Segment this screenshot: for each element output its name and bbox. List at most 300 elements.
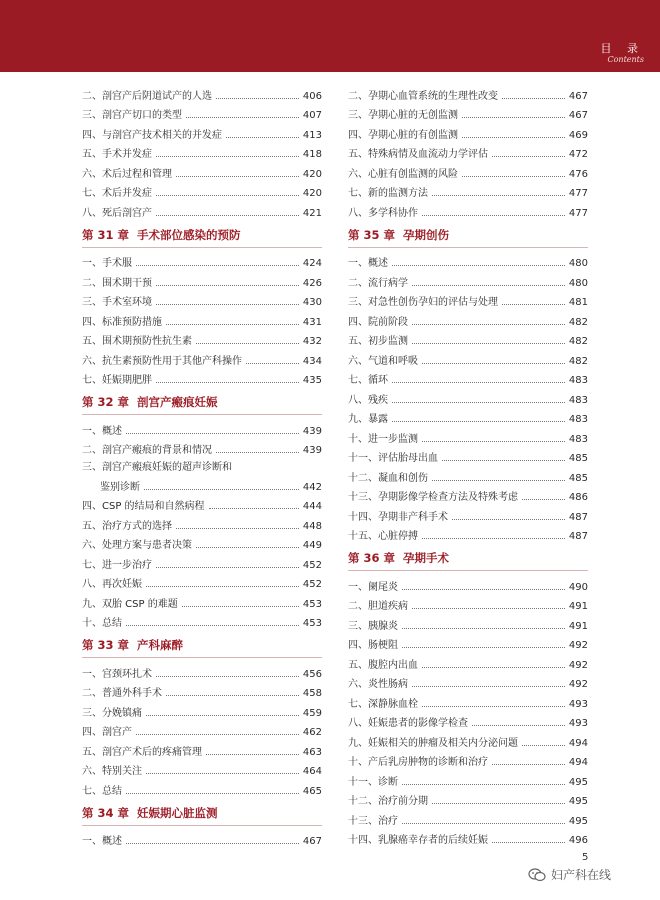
chapter-number: 第 32 章 <box>82 395 130 409</box>
toc-entry <box>348 827 588 847</box>
dot-leader <box>412 324 565 325</box>
dot-leader <box>492 156 565 157</box>
chapter-title: 剖宫产瘢痕妊娠 <box>137 395 218 409</box>
toc-entry <box>348 289 588 309</box>
toc-entry <box>82 180 322 200</box>
toc-entry <box>82 719 322 739</box>
toc-entry-page: 449 <box>302 540 322 551</box>
dot-leader <box>442 460 565 461</box>
dot-leader <box>502 304 565 305</box>
dot-leader <box>392 265 565 266</box>
toc-entry-text: 六、术后过程和管理 <box>82 168 172 180</box>
toc-entry-page: 485 <box>568 472 588 484</box>
toc-entry-page: 496 <box>568 835 588 846</box>
toc-entry <box>82 610 322 630</box>
toc-entry-text: 二、流行病学 <box>348 277 408 289</box>
toc-entry-text: 一、概述 <box>348 258 388 269</box>
toc-entry <box>82 367 322 387</box>
toc-entry <box>82 160 322 180</box>
toc-entry <box>82 571 322 591</box>
toc-entry-page: 456 <box>302 668 322 680</box>
toc-entry-text: 六、抗生素预防性用于其他产科操作 <box>82 355 242 367</box>
chapter-title: 孕期手术 <box>403 551 450 565</box>
toc-entry-text: 三、剖宫产瘢痕妊娠的超声诊断和 <box>82 462 232 473</box>
dot-leader <box>402 589 565 590</box>
toc-entry <box>348 82 588 102</box>
toc-entry <box>82 347 322 367</box>
toc-entry <box>348 464 588 484</box>
toc-entry-text: 四、CSP 的结局和自然病程 <box>82 501 205 512</box>
dot-leader <box>156 676 299 677</box>
dot-leader <box>522 499 565 500</box>
toc-entry-text: 三、手术室环境 <box>82 297 152 308</box>
dot-leader <box>246 363 299 364</box>
dot-leader <box>144 489 299 490</box>
toc-entry <box>82 308 322 328</box>
toc-entry-text: 二、剖宫产后阴道试产的人选 <box>82 90 212 102</box>
toc-entry <box>348 671 588 691</box>
dot-leader <box>176 176 299 177</box>
toc-entry-text: 十、产后乳房肿物的诊断和治疗 <box>348 757 488 768</box>
chapter-number: 第 36 章 <box>348 551 396 565</box>
toc-entry-page: 459 <box>302 707 322 719</box>
toc-entry-text: 七、进一步治疗 <box>82 559 152 571</box>
toc-entry-text: 三、孕期心脏的无创监测 <box>348 110 458 121</box>
dot-leader <box>146 586 299 587</box>
toc-entry-text: 七、循环 <box>348 375 388 386</box>
dot-leader <box>226 137 299 138</box>
toc-entry-text: 六、处理方案与患者决策 <box>82 540 192 551</box>
toc-entry-text: 二、普通外科手术 <box>82 688 162 699</box>
dot-leader <box>422 538 565 539</box>
header-bar <box>0 0 660 72</box>
toc-entry-page: 465 <box>302 785 322 797</box>
toc-entry-page: 464 <box>302 766 322 777</box>
toc-entry-page: 482 <box>568 355 588 367</box>
toc-entry-page: 494 <box>568 757 588 768</box>
toc-entry-text: 六、特别关注 <box>82 766 142 777</box>
toc-right-column <box>348 82 588 846</box>
toc-entry <box>82 473 322 493</box>
toc-entry-page: 483 <box>568 414 588 425</box>
watermark <box>528 866 611 883</box>
dot-leader <box>126 433 299 434</box>
header-title-en: Contents <box>607 55 644 64</box>
toc-entry-page: 495 <box>568 815 588 827</box>
toc-entry-page: 463 <box>302 746 322 758</box>
toc-entry-text: 六、气道和呼吸 <box>348 355 418 367</box>
dot-leader <box>412 608 565 609</box>
toc-entry-text: 七、妊娠期肥胖 <box>82 375 152 386</box>
toc-entry-page: 492 <box>568 659 588 671</box>
dot-leader <box>156 304 299 305</box>
dot-leader <box>402 647 565 648</box>
dot-leader <box>176 528 299 529</box>
dot-leader <box>196 547 299 548</box>
toc-entry <box>348 523 588 543</box>
toc-entry-page: 477 <box>568 188 588 199</box>
toc-entry-page: 487 <box>568 531 588 542</box>
toc-entry-page: 407 <box>302 110 322 121</box>
toc-entry-page: 462 <box>302 727 322 738</box>
toc-entry-text: 二、围术期干预 <box>82 277 152 289</box>
toc-entry <box>82 82 322 102</box>
toc-entry <box>348 328 588 348</box>
dot-leader <box>412 285 565 286</box>
toc-entry-text: 七、新的监测方法 <box>348 188 428 199</box>
toc-entry-text: 十三、孕期影像学检查方法及特殊考虑 <box>348 492 518 503</box>
dot-leader <box>156 567 299 568</box>
toc-entry-text: 一、阑尾炎 <box>348 581 398 593</box>
toc-entry-text: 四、剖宫产 <box>82 727 132 738</box>
toc-entry-page: 420 <box>302 168 322 180</box>
chapter-number: 第 35 章 <box>348 227 396 242</box>
toc-entry-page: 485 <box>568 453 588 464</box>
toc-entry-text: 十四、乳腺癌幸存者的后续妊娠 <box>348 835 488 846</box>
toc-entry-page: 452 <box>302 559 322 571</box>
toc-entry-page: 490 <box>568 581 588 593</box>
toc-entry-page: 492 <box>568 640 588 651</box>
toc-entry-text: 十三、治疗 <box>348 815 398 827</box>
dot-leader <box>126 843 299 844</box>
dot-leader <box>209 508 299 509</box>
toc-entry-text: 五、手术并发症 <box>82 149 152 160</box>
dot-leader <box>156 195 299 196</box>
dot-leader <box>136 265 299 266</box>
toc-entry-text: 十一、评估胎母出血 <box>348 453 438 464</box>
toc-entry <box>82 437 322 457</box>
toc-entry-text: 二、孕期心血管系统的生理性改变 <box>348 90 498 102</box>
chapter-heading <box>82 797 322 825</box>
dot-leader <box>502 98 565 99</box>
toc-entry <box>82 269 322 289</box>
dot-leader <box>126 793 299 794</box>
toc-entry-page: 495 <box>568 796 588 807</box>
dot-leader <box>156 215 299 216</box>
chapter-heading <box>82 629 322 657</box>
toc-entry <box>348 445 588 465</box>
dot-leader <box>216 452 299 453</box>
toc-entry-text: 十二、治疗前分期 <box>348 796 428 807</box>
dot-leader <box>462 176 565 177</box>
toc-entry <box>348 199 588 219</box>
toc-entry-page: 452 <box>302 579 322 590</box>
toc-entry <box>82 777 322 797</box>
toc-entry-page: 480 <box>568 277 588 289</box>
toc-entry-page: 458 <box>302 688 322 699</box>
toc-entry-page: 420 <box>302 188 322 199</box>
toc-entry <box>348 367 588 387</box>
dot-leader <box>452 519 565 520</box>
toc-entry-text: 七、术后并发症 <box>82 188 152 199</box>
toc-entry <box>82 590 322 610</box>
toc-entry-page: 430 <box>302 297 322 308</box>
toc-entry-text: 二、胆道疾病 <box>348 601 408 612</box>
toc-entry <box>82 456 322 473</box>
toc-entry-text: 五、初步监测 <box>348 336 408 347</box>
toc-left-column <box>82 82 322 847</box>
toc-entry-page: 467 <box>302 836 322 847</box>
toc-entry-page: 435 <box>302 375 322 386</box>
dot-leader <box>432 803 565 804</box>
toc-entry-text: 八、残疾 <box>348 394 388 406</box>
toc-entry-page: 491 <box>568 601 588 612</box>
toc-entry-text: 四、与剖宫产技术相关的并发症 <box>82 129 222 141</box>
toc-entry-text: 一、宫颈环扎术 <box>82 668 152 680</box>
toc-entry-page: 421 <box>302 207 322 219</box>
toc-entry <box>82 512 322 532</box>
toc-entry-text: 四、标准预防措施 <box>82 316 162 328</box>
toc-entry <box>348 573 588 593</box>
chapter-divider <box>82 657 322 658</box>
watermark-text: 妇产科在线 <box>551 868 612 882</box>
toc-entry-page: 483 <box>568 433 588 445</box>
toc-entry-text: 七、总结 <box>82 785 122 797</box>
toc-entry-text: 二、剖宫产瘢痕的背景和情况 <box>82 445 212 456</box>
dot-leader <box>402 784 565 785</box>
toc-entry <box>348 768 588 788</box>
toc-entry-page: 482 <box>568 336 588 347</box>
toc-entry-page: 448 <box>302 520 322 532</box>
toc-entry-text: 十四、孕期非产科手术 <box>348 511 448 523</box>
toc-entry <box>82 699 322 719</box>
toc-entry-text: 九、暴露 <box>348 414 388 425</box>
toc-entry-page: 486 <box>568 492 588 503</box>
toc-entry <box>348 121 588 141</box>
toc-entry-text: 三、分娩镇痛 <box>82 707 142 719</box>
header-title-zh: 目 录 <box>600 42 644 55</box>
dot-leader <box>432 480 565 481</box>
toc-entry-page: 432 <box>302 336 322 347</box>
toc-entry <box>348 807 588 827</box>
toc-entry-text: 六、心脏有创监测的风险 <box>348 168 458 180</box>
toc-entry-page: 483 <box>568 375 588 386</box>
toc-entry-text: 四、孕期心脏的有创监测 <box>348 129 458 141</box>
toc-entry <box>82 102 322 122</box>
dot-leader <box>186 117 299 118</box>
dot-leader <box>422 363 565 364</box>
toc-entry <box>82 328 322 348</box>
dot-leader <box>422 215 565 216</box>
chapter-heading <box>348 219 588 247</box>
toc-entry-page: 439 <box>302 445 322 456</box>
toc-entry-text: 十、进一步监测 <box>348 433 418 445</box>
toc-entry <box>348 710 588 730</box>
toc-entry-page: 442 <box>302 481 322 493</box>
dot-leader <box>392 382 565 383</box>
toc-entry <box>348 308 588 328</box>
toc-entry <box>82 141 322 161</box>
toc-entry-text: 四、肠梗阻 <box>348 640 398 651</box>
toc-entry-page: 493 <box>568 718 588 729</box>
toc-entry-page: 413 <box>302 129 322 141</box>
toc-entry <box>82 121 322 141</box>
toc-entry-page: 453 <box>302 598 322 610</box>
toc-entry-text: 十二、凝血和创伤 <box>348 472 428 484</box>
toc-entry <box>348 593 588 613</box>
toc-entry-page: 453 <box>302 618 322 629</box>
toc-entry-page: 482 <box>568 316 588 328</box>
toc-entry <box>348 347 588 367</box>
toc-entry-text: 鉴别诊断 <box>100 481 140 493</box>
wechat-icon <box>528 868 546 882</box>
chapter-title: 孕期创伤 <box>403 227 450 242</box>
dot-leader <box>216 98 299 99</box>
toc-entry <box>82 199 322 219</box>
dot-leader <box>422 441 565 442</box>
toc-entry <box>348 269 588 289</box>
toc-entry <box>82 551 322 571</box>
dot-leader <box>126 625 299 626</box>
toc-entry-page: 434 <box>302 355 322 367</box>
toc-entry-page: 467 <box>568 90 588 102</box>
toc-entry <box>82 680 322 700</box>
dot-leader <box>522 745 565 746</box>
toc-entry-text: 十五、心脏停搏 <box>348 531 418 542</box>
dot-leader <box>156 285 299 286</box>
dot-leader <box>182 606 299 607</box>
toc-entry-page: 444 <box>302 501 322 512</box>
toc-entry-text: 三、剖宫产切口的类型 <box>82 110 182 121</box>
toc-entry-page: 469 <box>568 129 588 141</box>
chapter-title: 产科麻醉 <box>137 638 184 652</box>
dot-leader <box>146 773 299 774</box>
chapter-number: 第 33 章 <box>82 638 130 652</box>
toc-entry <box>348 250 588 270</box>
toc-entry-page: 493 <box>568 698 588 710</box>
chapter-heading <box>82 219 322 247</box>
toc-entry-text: 七、深静脉血栓 <box>348 698 418 710</box>
toc-entry <box>348 406 588 426</box>
toc-entry-text: 一、手术服 <box>82 258 132 269</box>
toc-entry-page: 431 <box>302 316 322 328</box>
toc-entry <box>82 289 322 309</box>
dot-leader <box>412 686 565 687</box>
toc-entry-text: 十一、诊断 <box>348 776 398 788</box>
toc-entry-text: 八、多学科协作 <box>348 207 418 219</box>
toc-entry-text: 五、腹腔内出血 <box>348 659 418 671</box>
chapter-divider <box>82 247 322 248</box>
toc-entry <box>348 632 588 652</box>
chapter-title: 手术部位感染的预防 <box>137 227 241 242</box>
dot-leader <box>422 667 565 668</box>
toc-entry <box>348 386 588 406</box>
toc-entry-page: 481 <box>568 297 588 308</box>
toc-entry <box>348 503 588 523</box>
toc-entry-text: 六、炎性肠病 <box>348 679 408 690</box>
toc-entry <box>82 532 322 552</box>
toc-entry-page: 439 <box>302 425 322 437</box>
chapter-number: 第 34 章 <box>82 805 130 820</box>
toc-entry <box>348 160 588 180</box>
toc-entry-text: 八、妊娠患者的影像学检查 <box>348 718 468 729</box>
chapter-divider <box>82 825 322 826</box>
dot-leader <box>422 706 565 707</box>
dot-leader <box>492 842 565 843</box>
toc-entry <box>348 612 588 632</box>
toc-entry-page: 494 <box>568 737 588 749</box>
toc-entry <box>82 417 322 437</box>
toc-entry <box>348 141 588 161</box>
chapter-number: 第 31 章 <box>82 227 130 242</box>
chapter-title: 妊娠期心脏监测 <box>137 805 218 820</box>
toc-entry <box>348 102 588 122</box>
dot-leader <box>206 754 299 755</box>
toc-entry <box>348 651 588 671</box>
toc-entry-text: 三、对急性创伤孕妇的评估与处理 <box>348 297 498 308</box>
toc-entry-text: 一、概述 <box>82 425 122 437</box>
toc-entry-page: 426 <box>302 277 322 289</box>
dot-leader <box>412 343 565 344</box>
toc-entry-page: 480 <box>568 258 588 269</box>
toc-entry-text: 三、胰腺炎 <box>348 620 398 632</box>
toc-entry <box>82 828 322 848</box>
dot-leader <box>156 156 299 157</box>
toc-entry <box>348 690 588 710</box>
dot-leader <box>492 764 565 765</box>
toc-entry-page: 406 <box>302 90 322 102</box>
toc-entry <box>348 180 588 200</box>
toc-entry-text: 五、围术期预防性抗生素 <box>82 336 192 347</box>
toc-entry <box>82 738 322 758</box>
dot-leader <box>166 695 299 696</box>
toc-entry <box>348 788 588 808</box>
dot-leader <box>196 343 299 344</box>
toc-entry-text: 八、死后剖宫产 <box>82 207 152 219</box>
toc-entry <box>82 250 322 270</box>
dot-leader <box>146 715 299 716</box>
toc-entry <box>348 425 588 445</box>
toc-entry-text: 十、总结 <box>82 618 122 629</box>
dot-leader <box>156 382 299 383</box>
toc-entry-text: 八、再次妊娠 <box>82 579 142 590</box>
toc-entry-page: 467 <box>568 110 588 121</box>
toc-entry-page: 483 <box>568 394 588 406</box>
page-number: 5 <box>582 852 589 863</box>
toc-entry-text: 四、院前阶段 <box>348 316 408 328</box>
chapter-divider <box>82 414 322 415</box>
chapter-divider <box>348 570 588 571</box>
dot-leader <box>462 137 565 138</box>
toc-entry-page: 418 <box>302 149 322 160</box>
dot-leader <box>432 195 565 196</box>
toc-entry <box>82 493 322 513</box>
dot-leader <box>402 823 565 824</box>
toc-entry-page: 472 <box>568 149 588 160</box>
toc-entry-text: 五、治疗方式的选择 <box>82 520 172 532</box>
toc-entry <box>348 729 588 749</box>
chapter-heading <box>82 386 322 414</box>
toc-entry <box>82 660 322 680</box>
toc-entry-page: 424 <box>302 258 322 269</box>
toc-entry-text: 一、概述 <box>82 836 122 847</box>
dot-leader <box>462 117 565 118</box>
dot-leader <box>392 421 565 422</box>
dot-leader <box>136 734 299 735</box>
toc-entry-page: 477 <box>568 207 588 219</box>
toc-entry-page: 495 <box>568 776 588 788</box>
toc-entry <box>348 484 588 504</box>
dot-leader <box>166 324 299 325</box>
toc-entry-text: 五、特殊病情及血流动力学评估 <box>348 149 488 160</box>
toc-entry-page: 492 <box>568 679 588 690</box>
chapter-divider <box>348 247 588 248</box>
toc-entry <box>82 758 322 778</box>
toc-entry-page: 491 <box>568 620 588 632</box>
dot-leader <box>392 402 565 403</box>
toc-entry <box>348 749 588 769</box>
toc-entry-text: 九、妊娠相关的肿瘤及相关内分泌问题 <box>348 737 518 749</box>
